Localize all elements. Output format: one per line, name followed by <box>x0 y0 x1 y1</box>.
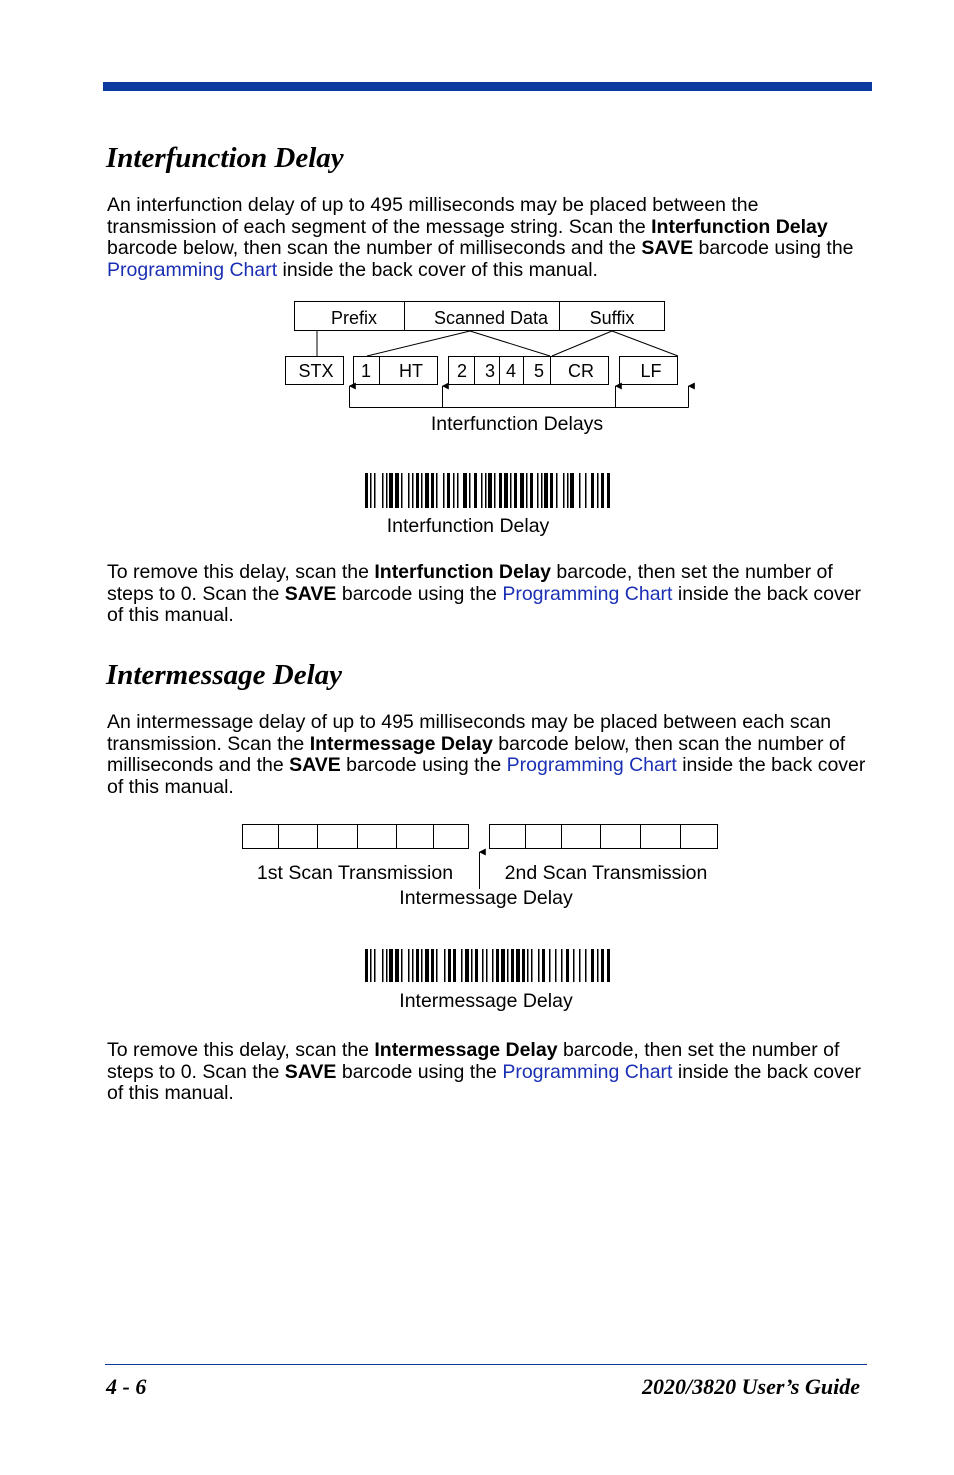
diagram-label-scanned-data: Scanned Data <box>433 308 549 328</box>
programming-chart-link[interactable]: Programming Chart <box>502 582 673 605</box>
interfunction-remove-note: To remove this delay, scan the Interfunction Delay barcode, then set the number of steps to 0. Scan the SAVE barcode using the Programming Chart inside the back cover of this manual. <box>107 561 862 626</box>
diagram-cell-3: 3 <box>484 361 496 381</box>
guide-title: 2020/3820 User’s Guide <box>642 1374 860 1399</box>
intermessage-description: An intermessage delay of up to 495 milliseconds may be placed between each scan transmission. Scan the Intermessage Delay barcode below, then scan the number of milliseconds and the SAVE barcode using the Programming Chart inside the back cover of this manual. <box>107 711 866 798</box>
diagram-label-prefix: Prefix <box>330 308 378 328</box>
footer-rule <box>105 1364 867 1365</box>
diagram-cell-lf: LF <box>640 361 662 381</box>
diagram-cell-1: 1 <box>360 361 372 381</box>
intermessage-remove-note: To remove this delay, scan the Intermessage Delay barcode, then set the number of steps to 0. Scan the SAVE barcode using the Programming Chart inside the back cover of this manual. <box>107 1039 862 1104</box>
diagram-cell-2: 2 <box>456 361 468 381</box>
programming-chart-link[interactable]: Programming Chart <box>107 258 278 281</box>
diagram-cell-stx: STX <box>298 361 334 381</box>
diagram-label-suffix: Suffix <box>589 308 635 328</box>
section-heading-intermessage: Intermessage Delay <box>106 659 342 691</box>
first-scan-label: 1st Scan Transmission <box>256 862 454 884</box>
diagram-cell-cr: CR <box>568 361 594 381</box>
diagram-cell-4: 4 <box>505 361 517 381</box>
page-number: 4 - 6 <box>106 1374 147 1399</box>
interfunction-delay-barcode[interactable] <box>365 473 610 508</box>
programming-chart-link[interactable]: Programming Chart <box>506 754 677 776</box>
interfunction-delays-caption: Interfunction Delays <box>430 413 604 435</box>
intermessage-delay-caption: Intermessage Delay <box>399 887 573 909</box>
diagram-cell-5: 5 <box>533 361 545 381</box>
second-scan-label: 2nd Scan Transmission <box>504 862 708 884</box>
section-heading-interfunction: Interfunction Delay <box>106 142 344 174</box>
interfunction-barcode-label: Interfunction Delay <box>386 515 550 537</box>
programming-chart-link[interactable]: Programming Chart <box>502 1060 673 1083</box>
diagram-cell-ht: HT <box>399 361 423 381</box>
interfunction-description: An interfunction delay of up to 495 milliseconds may be placed between the transmission of each segment of the message string. Scan the Interfunction Delay barcode below, then scan the number of milliseconds and the SAVE barcode using the Programming Chart inside the back cover of this manual. <box>107 194 854 281</box>
intermessage-barcode-label: Intermessage Delay <box>399 990 573 1012</box>
intermessage-delay-barcode[interactable] <box>365 949 610 982</box>
